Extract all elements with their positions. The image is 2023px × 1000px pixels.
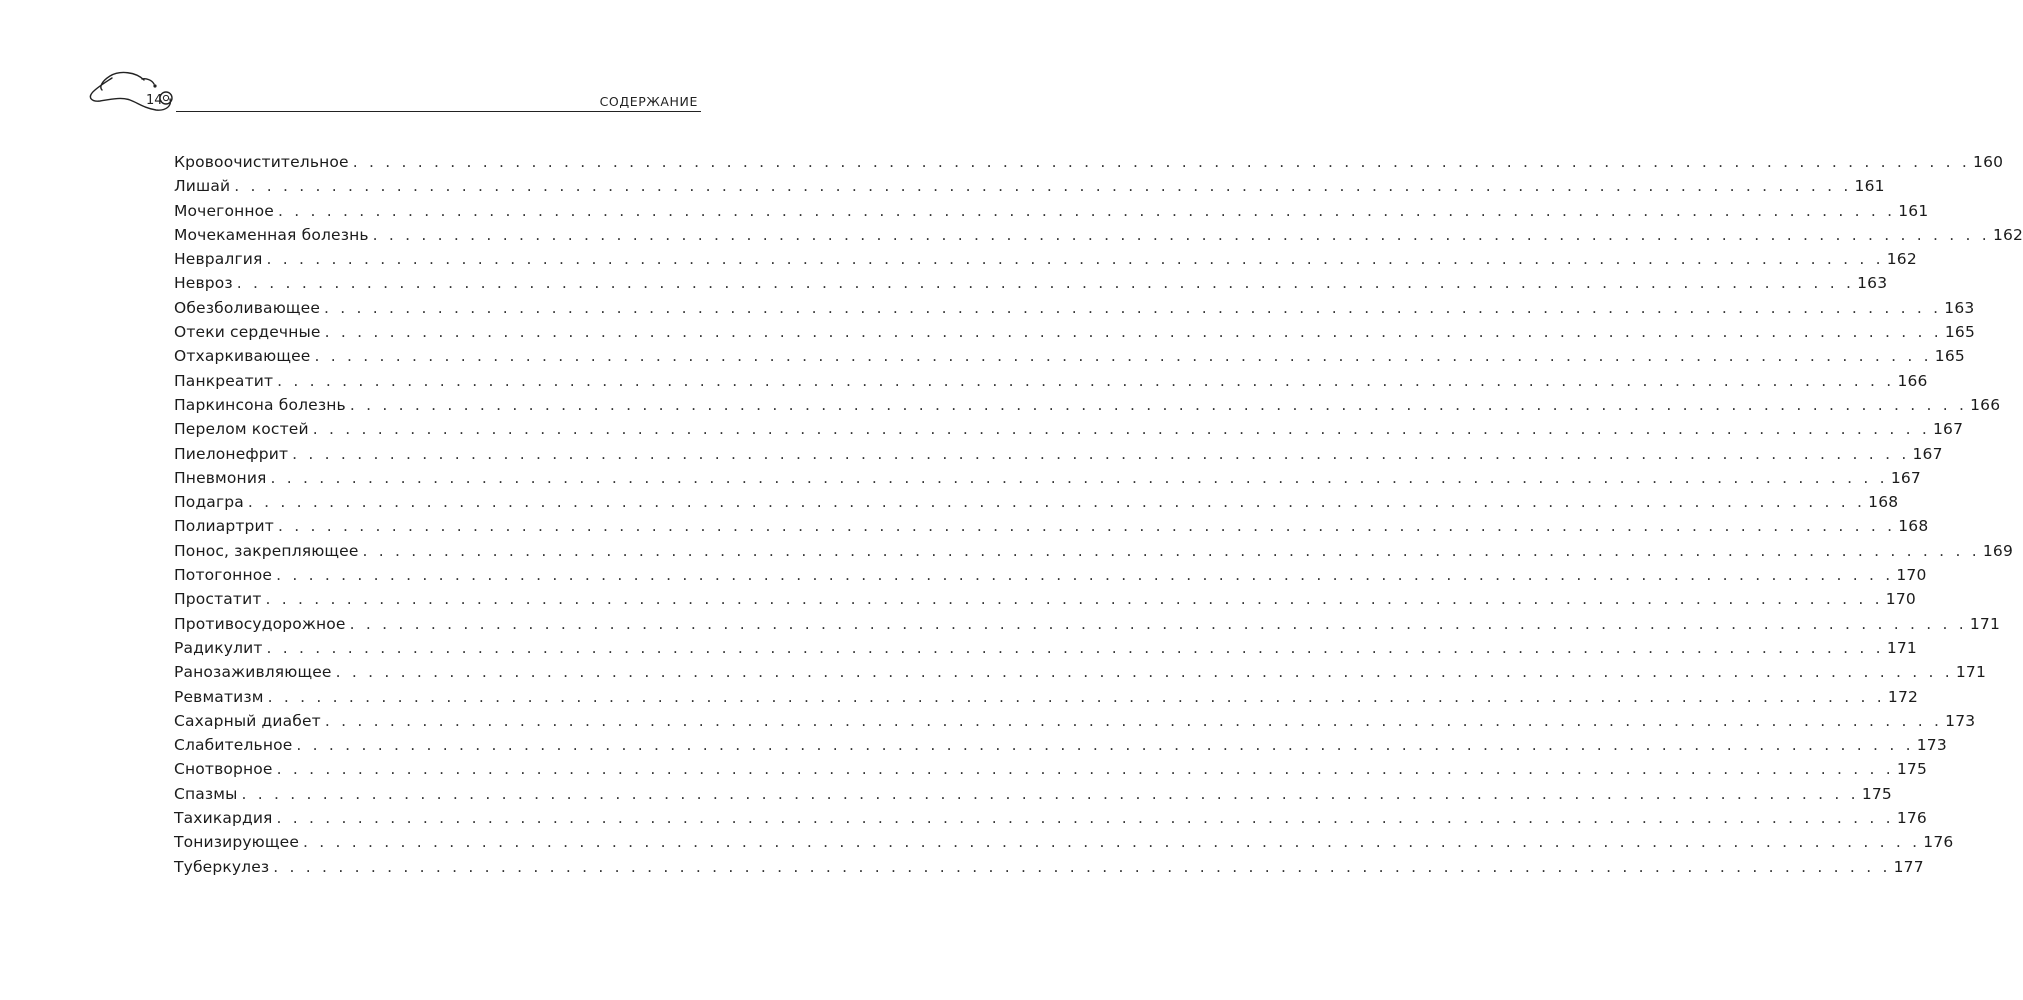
toc-entry-title: Понос, закрепляющее [174,541,359,560]
toc-entry-title: Отхаркивающее [174,347,311,366]
toc-entry[interactable] [174,660,1987,684]
header-rule [176,111,701,112]
toc-dot-leader: . . . . . . . . . . . . . . . . . . . . . . . . . . . . . . . . . . . . . . . . . . . . . . . . . . . . . . . . . . . . . . . . . . . . . . . . . . . . . . . . . . . . . . . . . . . . . . . . . . . . [266,638,1884,657]
toc-entry-page: 166 [1970,395,2001,414]
toc-entry-title: Тонизирующее [174,833,300,852]
toc-entry[interactable] [174,320,1976,344]
toc-dot-leader: . . . . . . . . . . . . . . . . . . . . . . . . . . . . . . . . . . . . . . . . . . . . . . . . . . . . . . . . . . . . . . . . . . . . . . . . . . . . . . . . . . . . . . . . . . . . . . . . . . . . [335,663,1953,682]
toc-entry-title: Ревматизм [174,687,264,706]
toc-entry-title: Ранозаживляющее [174,663,332,682]
toc-entry-title: Невроз [174,274,233,293]
toc-entry-page: 169 [1982,541,2014,560]
toc-entry-title: Мочегонное [174,201,274,220]
toc-entry-title: Пневмония [174,468,267,487]
toc-entry[interactable] [174,466,1921,490]
toc-entry[interactable] [174,782,1892,806]
toc-entry-page: 165 [1934,347,1965,366]
toc-dot-leader: . . . . . . . . . . . . . . . . . . . . . . . . . . . . . . . . . . . . . . . . . . . . . . . . . . . . . . . . . . . . . . . . . . . . . . . . . . . . . . . . . . . . . . . . . . . . . . . . . . . . [277,371,1895,390]
toc-entry[interactable] [174,271,1888,295]
toc-entry-page: 177 [1893,857,1924,876]
toc-entry-title: Пиелонефрит [174,444,289,463]
toc-entry[interactable] [174,563,1927,587]
toc-entry-title: Снотворное [174,760,273,779]
toc-entry-title: Радикулит [174,638,263,657]
table-of-contents [174,150,2023,879]
toc-dot-leader: . . . . . . . . . . . . . . . . . . . . . . . . . . . . . . . . . . . . . . . . . . . . . . . . . . . . . . . . . . . . . . . . . . . . . . . . . . . . . . . . . . . . . . . . . . . . . . . . . . . . [362,541,1980,560]
toc-entry-title: Мочекаменная болезнь [174,225,369,244]
toc-entry[interactable] [174,150,2004,174]
toc-entry-title: Слабительное [174,736,293,755]
toc-entry-title: Спазмы [174,784,238,803]
toc-entry-page: 175 [1896,760,1928,779]
toc-entry[interactable] [174,174,1885,198]
toc-dot-leader: . . . . . . . . . . . . . . . . . . . . . . . . . . . . . . . . . . . . . . . . . . . . . . . . . . . . . . . . . . . . . . . . . . . . . . . . . . . . . . . . . . . . . . . . . . . . . . . . . . . . [276,566,1894,585]
toc-dot-leader: . . . . . . . . . . . . . . . . . . . . . . . . . . . . . . . . . . . . . . . . . . . . . . . . . . . . . . . . . . . . . . . . . . . . . . . . . . . . . . . . . . . . . . . . . . . . . . . . . . . . [236,274,1855,293]
toc-entry[interactable] [174,344,1965,368]
toc-entry-title: Потогонное [174,566,273,585]
toc-entry[interactable] [174,636,1917,660]
toc-entry-page: 167 [1912,444,1943,463]
toc-entry[interactable] [174,806,1927,830]
toc-dot-leader: . . . . . . . . . . . . . . . . . . . . . . . . . . . . . . . . . . . . . . . . . . . . . . . . . . . . . . . . . . . . . . . . . . . . . . . . . . . . . . . . . . . . . . . . . . . . . . . . . . . . [372,225,1990,244]
toc-dot-leader: . . . . . . . . . . . . . . . . . . . . . . . . . . . . . . . . . . . . . . . . . . . . . . . . . . . . . . . . . . . . . . . . . . . . . . . . . . . . . . . . . . . . . . . . . . . . . . . . . . . . [277,517,1896,536]
toc-entry[interactable] [174,199,1929,223]
toc-entry-title: Невралгия [174,250,263,269]
toc-dot-leader: . . . . . . . . . . . . . . . . . . . . . . . . . . . . . . . . . . . . . . . . . . . . . . . . . . . . . . . . . . . . . . . . . . . . . . . . . . . . . . . . . . . . . . . . . . . . . . . . . . . . [312,420,1930,439]
toc-dot-leader: . . . . . . . . . . . . . . . . . . . . . . . . . . . . . . . . . . . . . . . . . . . . . . . . . . . . . . . . . . . . . . . . . . . . . . . . . . . . . . . . . . . . . . . . . . . . . . . . . . . . [277,201,1896,220]
toc-entry-page: 162 [1886,250,1917,269]
toc-entry[interactable] [174,539,2014,563]
toc-dot-leader: . . . . . . . . . . . . . . . . . . . . . . . . . . . . . . . . . . . . . . . . . . . . . . . . . . . . . . . . . . . . . . . . . . . . . . . . . . . . . . . . . . . . . . . . . . . . . . . . . . . . [324,711,1943,730]
toc-entry[interactable] [174,442,1943,466]
toc-dot-leader: . . . . . . . . . . . . . . . . . . . . . . . . . . . . . . . . . . . . . . . . . . . . . . . . . . . . . . . . . . . . . . . . . . . . . . . . . . . . . . . . . . . . . . . . . . . . . . . . . . . . [314,347,1932,366]
toc-entry-page: 171 [1955,663,1987,682]
toc-entry-page: 167 [1890,468,1921,487]
toc-entry[interactable] [174,855,1924,879]
toc-dot-leader: . . . . . . . . . . . . . . . . . . . . . . . . . . . . . . . . . . . . . . . . . . . . . . . . . . . . . . . . . . . . . . . . . . . . . . . . . . . . . . . . . . . . . . . . . . . . . . . . . . . . [247,493,1866,512]
toc-entry[interactable] [174,417,1964,441]
toc-entry-page: 176 [1896,809,1927,828]
toc-entry-title: Туберкулез [174,857,270,876]
page-header [0,0,800,130]
toc-entry[interactable] [174,514,1929,538]
toc-entry-page: 161 [1898,201,1929,220]
toc-entry-title: Обезболивающее [174,298,321,317]
toc-dot-leader: . . . . . . . . . . . . . . . . . . . . . . . . . . . . . . . . . . . . . . . . . . . . . . . . . . . . . . . . . . . . . . . . . . . . . . . . . . . . . . . . . . . . . . . . . . . . . . . . . . . . [241,784,1859,803]
toc-entry[interactable] [174,587,1916,611]
toc-entry[interactable] [174,369,1928,393]
toc-entry-page: 176 [1923,833,1954,852]
toc-entry[interactable] [174,612,2001,636]
toc-entry-page: 163 [1944,298,1975,317]
toc-dot-leader: . . . . . . . . . . . . . . . . . . . . . . . . . . . . . . . . . . . . . . . . . . . . . . . . . . . . . . . . . . . . . . . . . . . . . . . . . . . . . . . . . . . . . . . . . . . . . . . . . . . . [303,833,1921,852]
toc-entry-title: Простатит [174,590,262,609]
toc-entry-page: 165 [1944,323,1976,342]
toc-entry-title: Отеки сердечные [174,323,321,342]
toc-entry-title: Сахарный диабет [174,711,321,730]
section-title: СОДЕРЖАНИЕ [599,94,698,109]
toc-dot-leader: . . . . . . . . . . . . . . . . . . . . . . . . . . . . . . . . . . . . . . . . . . . . . . . . . . . . . . . . . . . . . . . . . . . . . . . . . . . . . . . . . . . . . . . . . . . . . . . . . . . . [266,250,1884,269]
toc-dot-leader: . . . . . . . . . . . . . . . . . . . . . . . . . . . . . . . . . . . . . . . . . . . . . . . . . . . . . . . . . . . . . . . . . . . . . . . . . . . . . . . . . . . . . . . . . . . . . . . . . . . . [265,590,1883,609]
toc-entry[interactable] [174,709,1976,733]
toc-dot-leader: . . . . . . . . . . . . . . . . . . . . . . . . . . . . . . . . . . . . . . . . . . . . . . . . . . . . . . . . . . . . . . . . . . . . . . . . . . . . . . . . . . . . . . . . . . . . . . . . . . . . [270,468,1888,487]
toc-entry-page: 175 [1861,784,1892,803]
toc-entry-page: 173 [1945,711,1976,730]
toc-entry[interactable] [174,685,1919,709]
toc-entry-page: 173 [1916,736,1947,755]
toc-entry[interactable] [174,247,1917,271]
toc-entry-title: Панкреатит [174,371,274,390]
stethoscope-icon [86,68,186,124]
toc-entry-page: 168 [1898,517,1929,536]
toc-entry[interactable] [174,757,1928,781]
toc-dot-leader: . . . . . . . . . . . . . . . . . . . . . . . . . . . . . . . . . . . . . . . . . . . . . . . . . . . . . . . . . . . . . . . . . . . . . . . . . . . . . . . . . . . . . . . . . . . . . . . . . . . . [234,177,1852,196]
toc-entry-title: Тахикардия [174,809,273,828]
toc-entry[interactable] [174,490,1899,514]
toc-dot-leader: . . . . . . . . . . . . . . . . . . . . . . . . . . . . . . . . . . . . . . . . . . . . . . . . . . . . . . . . . . . . . . . . . . . . . . . . . . . . . . . . . . . . . . . . . . . . . . . . . . . . [292,444,1910,463]
toc-entry-page: 168 [1868,493,1899,512]
toc-entry-page: 167 [1932,420,1964,439]
toc-entry-page: 160 [1973,153,2004,171]
page-number: 14 [146,93,163,108]
toc-entry-title: Паркинсона болезнь [174,395,346,414]
toc-dot-leader: . . . . . . . . . . . . . . . . . . . . . . . . . . . . . . . . . . . . . . . . . . . . . . . . . . . . . . . . . . . . . . . . . . . . . . . . . . . . . . . . . . . . . . . . . . . . . . . . . . . . [267,687,1885,706]
toc-entry[interactable] [174,393,2001,417]
toc-dot-leader: . . . . . . . . . . . . . . . . . . . . . . . . . . . . . . . . . . . . . . . . . . . . . . . . . . . . . . . . . . . . . . . . . . . . . . . . . . . . . . . . . . . . . . . . . . . . . . . . . . . . [324,323,1942,342]
toc-entry[interactable] [174,830,1954,854]
toc-dot-leader: . . . . . . . . . . . . . . . . . . . . . . . . . . . . . . . . . . . . . . . . . . . . . . . . . . . . . . . . . . . . . . . . . . . . . . . . . . . . . . . . . . . . . . . . . . . . . . . . . . . . [349,614,1967,633]
toc-entry[interactable] [174,223,2023,247]
toc-entry-page: 170 [1885,590,1916,609]
toc-entry[interactable] [174,296,1975,320]
toc-entry-page: 172 [1887,687,1919,706]
toc-entry-title: Полиартрит [174,517,274,536]
toc-dot-leader: . . . . . . . . . . . . . . . . . . . . . . . . . . . . . . . . . . . . . . . . . . . . . . . . . . . . . . . . . . . . . . . . . . . . . . . . . . . . . . . . . . . . . . . . . . . . . . . . . . . . [352,153,1971,171]
toc-entry-page: 166 [1897,371,1928,390]
toc-dot-leader: . . . . . . . . . . . . . . . . . . . . . . . . . . . . . . . . . . . . . . . . . . . . . . . . . . . . . . . . . . . . . . . . . . . . . . . . . . . . . . . . . . . . . . . . . . . . . . . . . . . . [296,736,1914,755]
toc-dot-leader: . . . . . . . . . . . . . . . . . . . . . . . . . . . . . . . . . . . . . . . . . . . . . . . . . . . . . . . . . . . . . . . . . . . . . . . . . . . . . . . . . . . . . . . . . . . . . . . . . . . . [273,857,1891,876]
toc-entry-title: Кровоочистительное [174,153,349,171]
toc-dot-leader: . . . . . . . . . . . . . . . . . . . . . . . . . . . . . . . . . . . . . . . . . . . . . . . . . . . . . . . . . . . . . . . . . . . . . . . . . . . . . . . . . . . . . . . . . . . . . . . . . . . . [324,298,1942,317]
toc-dot-leader: . . . . . . . . . . . . . . . . . . . . . . . . . . . . . . . . . . . . . . . . . . . . . . . . . . . . . . . . . . . . . . . . . . . . . . . . . . . . . . . . . . . . . . . . . . . . . . . . . . . . [349,395,1968,414]
toc-dot-leader: . . . . . . . . . . . . . . . . . . . . . . . . . . . . . . . . . . . . . . . . . . . . . . . . . . . . . . . . . . . . . . . . . . . . . . . . . . . . . . . . . . . . . . . . . . . . . . . . . . . . [276,760,1894,779]
toc-entry-title: Противосудорожное [174,614,346,633]
toc-entry-title: Перелом костей [174,420,309,439]
toc-dot-leader: . . . . . . . . . . . . . . . . . . . . . . . . . . . . . . . . . . . . . . . . . . . . . . . . . . . . . . . . . . . . . . . . . . . . . . . . . . . . . . . . . . . . . . . . . . . . . . . . . . . . [276,809,1894,828]
toc-entry-page: 161 [1854,177,1885,196]
toc-entry-title: Подагра [174,493,244,512]
toc-entry-page: 163 [1857,274,1888,293]
toc-entry-page: 171 [1886,638,1917,657]
toc-entry-title: Лишай [174,177,231,196]
toc-entry[interactable] [174,733,1947,757]
toc-entry-page: 170 [1896,566,1927,585]
toc-entry-page: 171 [1969,614,2001,633]
toc-entry-page: 162 [1992,225,2023,244]
